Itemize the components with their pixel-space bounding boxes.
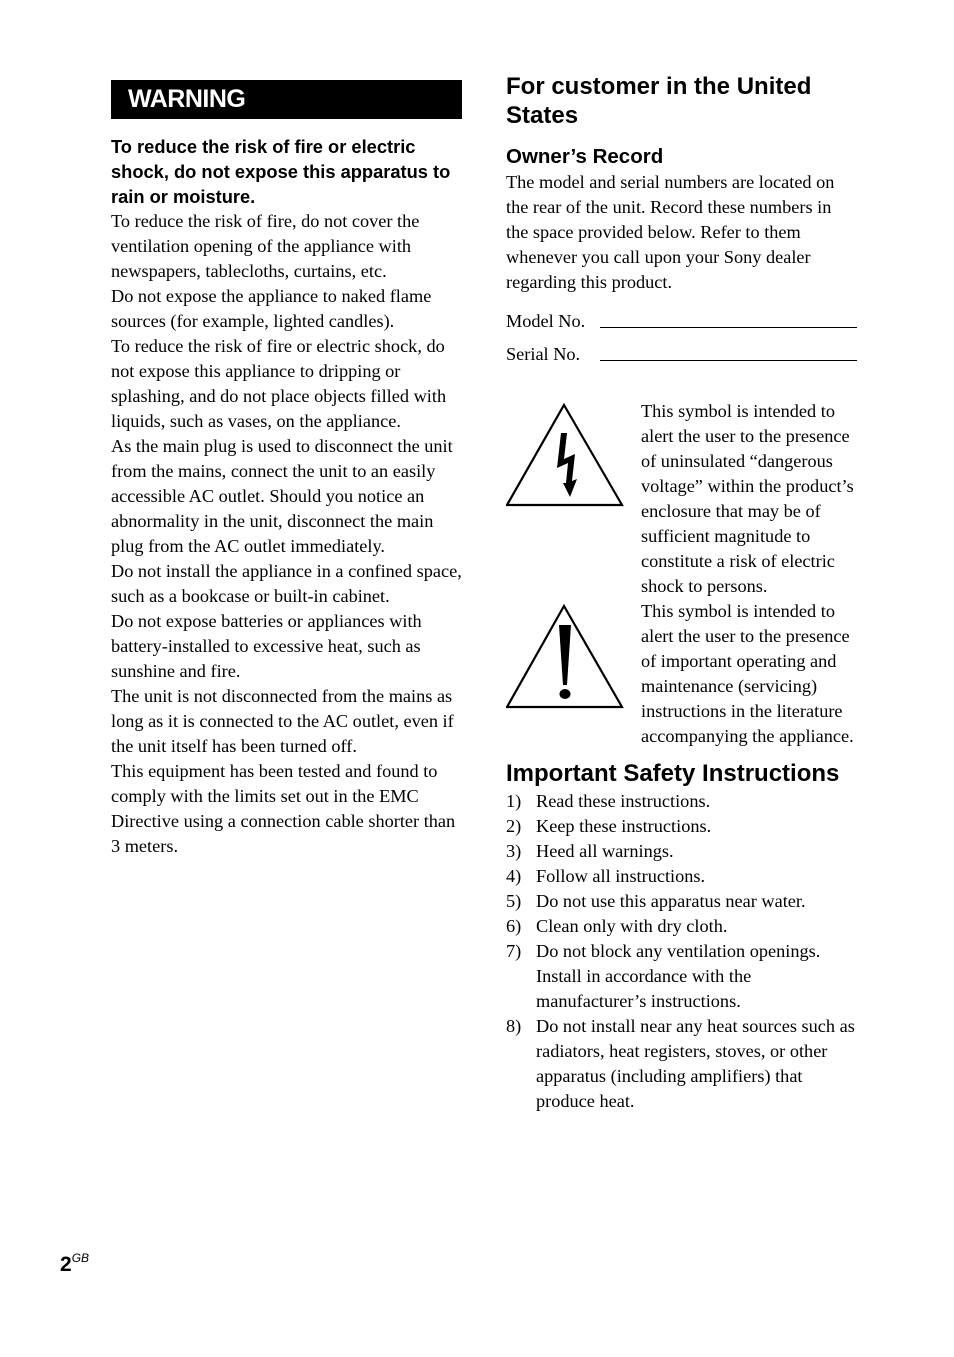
item-number: 4) xyxy=(506,866,522,886)
item-text: Do not install near any heat sources such as radiators, heat registers, stoves, or other apparatus (including amplifiers) that produce heat. xyxy=(536,1016,855,1111)
warning-column xyxy=(111,80,463,859)
page-number-value: 2 xyxy=(60,1253,72,1276)
safety-instructions-list xyxy=(506,789,858,1114)
exclamation-symbol-text: This symbol is intended to alert the user to the presence of important operating and maintenance (servicing) instructions in the literature accompanying the appliance. xyxy=(641,601,854,746)
exclamation-symbol-block xyxy=(506,599,858,749)
model-number-blank xyxy=(600,309,857,328)
serial-number-label: Serial No. xyxy=(506,344,581,364)
warning-paragraph: Do not install the appliance in a confined space, such as a bookcase or built-in cabinet. xyxy=(111,561,462,606)
warning-paragraph: Do not expose batteries or appliances with battery-installed to excessive heat, such as sunshine and fire. xyxy=(111,611,422,681)
warning-paragraph: The unit is not disconnected from the mains as long as it is connected to the AC outlet, even if the unit itself has been turned off. xyxy=(111,686,454,756)
us-customer-heading: For customer in the United States xyxy=(506,73,812,129)
safety-heading: Important Safety Instructions xyxy=(506,760,840,787)
lightning-warning-icon xyxy=(506,399,641,599)
warning-paragraph: To reduce the risk of fire, do not cover the ventilation opening of the appliance with newspapers, tablecloths, curtains, etc. xyxy=(111,211,420,281)
list-item xyxy=(506,914,858,939)
list-item xyxy=(506,939,858,1014)
item-text: Read these instructions. xyxy=(536,791,711,811)
item-text: Clean only with dry cloth. xyxy=(536,916,728,936)
item-text: Do not block any ventilation openings. Install in accordance with the manufacturer’s instructions. xyxy=(536,941,821,1011)
warning-paragraph: To reduce the risk of fire or electric shock, do not expose this appliance to dripping or splashing, and do not place objects filled with liquids, such as vases, on the appliance. xyxy=(111,336,447,431)
page-number-suffix: GB xyxy=(71,1250,90,1265)
item-number: 3) xyxy=(506,841,522,861)
list-item xyxy=(506,839,858,864)
item-text: Heed all warnings. xyxy=(536,841,674,861)
item-text: Keep these instructions. xyxy=(536,816,712,836)
serial-number-row xyxy=(506,342,858,363)
serial-number-blank xyxy=(600,342,857,361)
warning-paragraph: Do not expose the appliance to naked flame sources (for example, lighted candles). xyxy=(111,286,432,331)
warning-heading: WARNING xyxy=(111,80,462,119)
voltage-symbol-block xyxy=(506,399,858,599)
page-number xyxy=(60,1250,90,1277)
owners-record-text: The model and serial numbers are located on the rear of the unit. Record these numbers in the space provided below. Refer to them whenever you call upon your Sony dealer regarding this product. xyxy=(506,172,835,292)
item-number: 2) xyxy=(506,816,522,836)
list-item xyxy=(506,864,858,889)
item-text: Follow all instructions. xyxy=(536,866,706,886)
model-number-row xyxy=(506,309,858,330)
item-number: 7) xyxy=(506,941,522,961)
item-text: Do not use this apparatus near water. xyxy=(536,891,806,911)
item-number: 5) xyxy=(506,891,522,911)
warning-paragraph: This equipment has been tested and found to comply with the limits set out in the EMC Directive using a connection cable shorter than 3 meters. xyxy=(111,761,456,856)
warning-paragraph: As the main plug is used to disconnect the unit from the mains, connect the unit to an easily accessible AC outlet. Should you notice an abnormality in the unit, disconnect the main plug from the AC outlet immediately. xyxy=(111,436,453,556)
list-item xyxy=(506,889,858,914)
voltage-symbol-text: This symbol is intended to alert the user to the presence of uninsulated “dangerous voltage” within the product’s enclosure that may be of sufficient magnitude to constitute a risk of electric shock to persons. xyxy=(641,401,854,596)
warning-bold-statement: To reduce the risk of fire or electric shock, do not expose this apparatus to rain or moisture. xyxy=(111,136,451,207)
model-number-label: Model No. xyxy=(506,311,586,331)
owners-record-title: Owner’s Record xyxy=(506,145,664,168)
list-item xyxy=(506,789,858,814)
item-number: 8) xyxy=(506,1016,522,1036)
item-number: 1) xyxy=(506,791,522,811)
warning-paragraphs xyxy=(111,209,463,859)
exclamation-warning-icon xyxy=(506,599,641,749)
item-number: 6) xyxy=(506,916,522,936)
list-item xyxy=(506,814,858,839)
right-column xyxy=(506,72,858,1114)
list-item xyxy=(506,1014,858,1114)
